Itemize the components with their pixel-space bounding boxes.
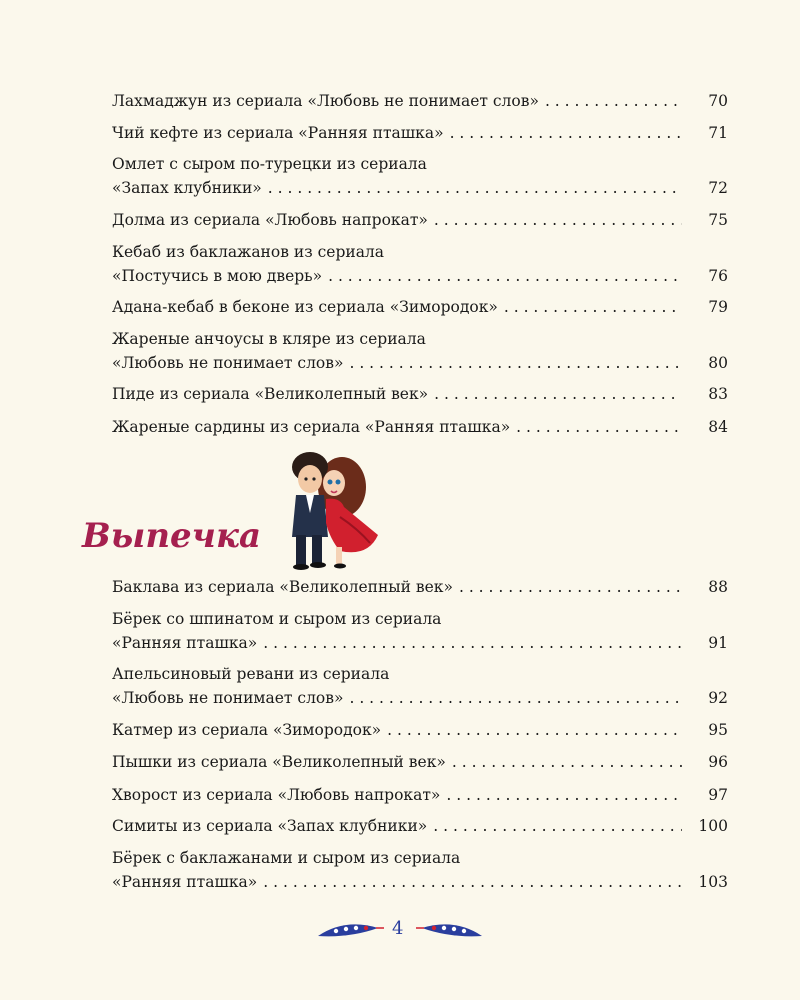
toc-entry-title-line1: Бёрек со шпинатом и сыром из сериала — [112, 610, 442, 628]
toc-entry[interactable] — [112, 718, 728, 742]
toc-entry-page: 75 — [708, 211, 728, 229]
toc-entry-title: Баклава из сериала «Великолепный век» — [112, 578, 453, 596]
toc-entry-title: Хворост из сериала «Любовь напрокат» — [112, 786, 441, 804]
toc-entry[interactable] — [112, 415, 728, 439]
toc-entry[interactable] — [112, 814, 728, 838]
toc-entry[interactable] — [112, 89, 728, 113]
dancing-couple-illustration — [270, 447, 390, 572]
toc-entry-title: Долма из сериала «Любовь напрокат» — [112, 211, 428, 229]
toc-entry-title: Катмер из сериала «Зимородок» — [112, 721, 382, 739]
toc-entry-title: «Ранняя пташка» — [112, 634, 258, 652]
toc-entry-title: «Любовь не понимает слов» — [112, 689, 344, 707]
left-ornament-icon — [318, 924, 384, 936]
toc-entry[interactable] — [112, 575, 728, 599]
toc-entry[interactable] — [112, 783, 728, 807]
toc-entry[interactable] — [112, 208, 728, 232]
dot-leader — [349, 686, 682, 710]
dot-leader — [452, 750, 682, 774]
toc-entry-title: Пышки из сериала «Великолепный век» — [112, 753, 446, 771]
toc-entry-page: 88 — [708, 578, 728, 596]
dot-leader — [504, 295, 682, 319]
toc-entry-title: Пиде из сериала «Великолепный век» — [112, 385, 429, 403]
dot-leader — [263, 870, 682, 894]
dot-leader — [387, 718, 682, 742]
section-title: Выпечка — [82, 516, 262, 556]
dot-leader — [328, 264, 682, 288]
toc-entry-page: 84 — [708, 418, 728, 436]
toc-entry[interactable] — [112, 152, 728, 200]
toc-entry-title-line1: Омлет с сыром по-турецки из сериала — [112, 155, 427, 173]
toc-entry-title: Лахмаджун из сериала «Любовь не понимает слов» — [112, 92, 539, 110]
dot-leader — [268, 176, 682, 200]
toc-entry-page: 79 — [708, 298, 728, 316]
dot-leader — [446, 783, 682, 807]
toc-entry[interactable] — [112, 662, 728, 710]
toc-entry-title: Адана-кебаб в беконе из сериала «Зимородок» — [112, 298, 498, 316]
toc-entry-title: «Постучись в мою дверь» — [112, 267, 323, 285]
toc-entry-title-line1: Апельсиновый ревани из сериала — [112, 665, 390, 683]
toc-entry-page: 97 — [708, 786, 728, 804]
toc-entry-page: 72 — [708, 179, 728, 197]
right-ornament-icon — [416, 924, 482, 936]
dot-leader — [545, 89, 682, 113]
toc-entry-title: Симиты из сериала «Запах клубники» — [112, 817, 428, 835]
toc-entry-title: Жареные сардины из сериала «Ранняя пташка» — [112, 418, 511, 436]
toc-entry[interactable] — [112, 750, 728, 774]
toc-entry-page: 103 — [698, 873, 728, 891]
dot-leader — [349, 351, 682, 375]
toc-entry-page: 76 — [708, 267, 728, 285]
toc-entry-title: Чий кефте из сериала «Ранняя пташка» — [112, 124, 444, 142]
toc-entry[interactable] — [112, 607, 728, 655]
toc-entry-page: 83 — [708, 385, 728, 403]
toc-entry-page: 70 — [708, 92, 728, 110]
toc-entry[interactable] — [112, 846, 728, 894]
toc-entry-page: 80 — [708, 354, 728, 372]
toc-entry-page: 96 — [708, 753, 728, 771]
toc-entry-title-line1: Кебаб из баклажанов из сериала — [112, 243, 385, 261]
dot-leader — [459, 575, 682, 599]
toc-entry-title: «Любовь не понимает слов» — [112, 354, 344, 372]
toc-entry[interactable] — [112, 295, 728, 319]
toc-entry-page: 95 — [708, 721, 728, 739]
toc-entry-page: 92 — [708, 689, 728, 707]
toc-entry-title-line1: Бёрек с баклажанами и сыром из сериала — [112, 849, 461, 867]
toc-entry[interactable] — [112, 121, 728, 145]
toc-entry[interactable] — [112, 240, 728, 288]
page-number: 4 — [392, 918, 404, 939]
dot-leader — [433, 814, 682, 838]
toc-entry-page: 91 — [708, 634, 728, 652]
dot-leader — [263, 631, 682, 655]
dot-leader — [434, 382, 682, 406]
toc-entry-title: «Запах клубники» — [112, 179, 262, 197]
toc-entry[interactable] — [112, 327, 728, 375]
toc-entry-title-line1: Жареные анчоусы в кляре из сериала — [112, 330, 426, 348]
toc-entry[interactable] — [112, 382, 728, 406]
dot-leader — [516, 415, 682, 439]
dot-leader — [434, 208, 682, 232]
toc-entry-page: 71 — [708, 124, 728, 142]
toc-entry-title: «Ранняя пташка» — [112, 873, 258, 891]
toc-entry-page: 100 — [698, 817, 728, 835]
dot-leader — [450, 121, 682, 145]
